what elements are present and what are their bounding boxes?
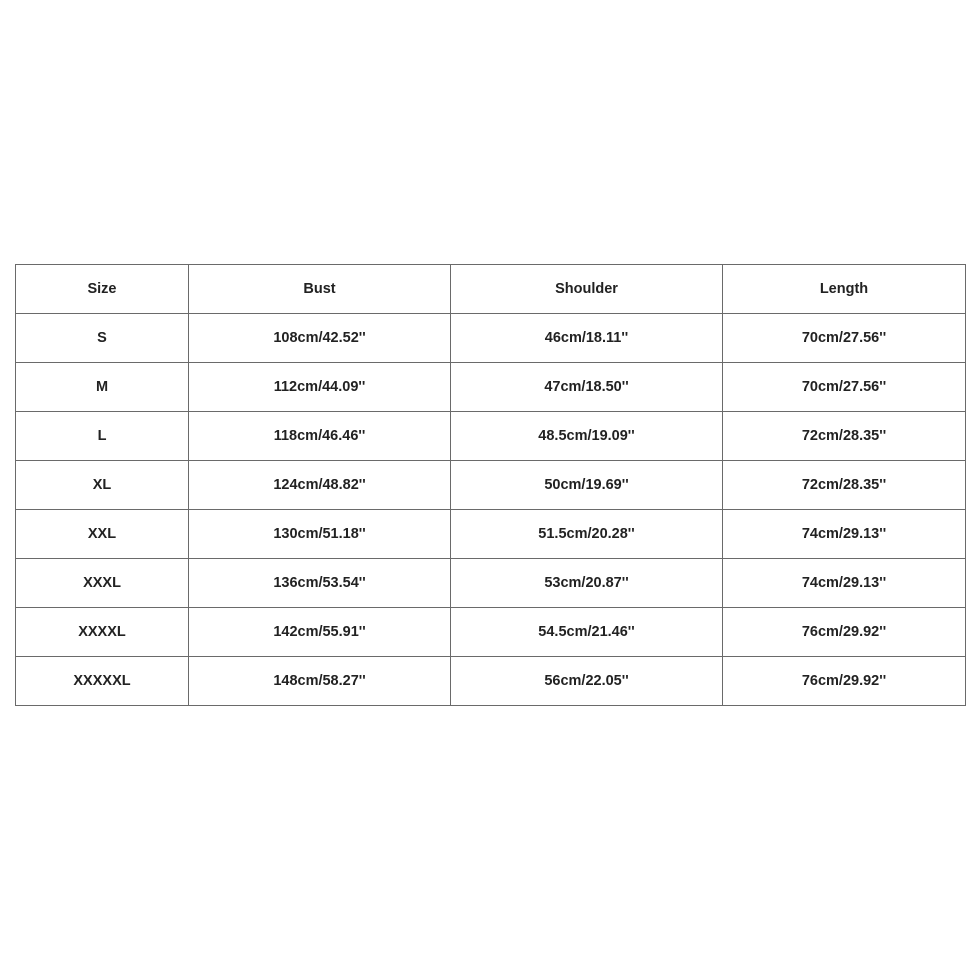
cell-shoulder: 50cm/19.69'' [451,461,723,510]
cell-length: 70cm/27.56'' [723,363,966,412]
header-row [16,265,966,314]
cell-length: 74cm/29.13'' [723,510,966,559]
table-row [16,657,966,706]
cell-bust: 124cm/48.82'' [189,461,451,510]
cell-bust: 142cm/55.91'' [189,608,451,657]
header-shoulder: Shoulder [451,265,723,314]
size-chart-table [15,264,966,706]
cell-length: 76cm/29.92'' [723,608,966,657]
cell-bust: 118cm/46.46'' [189,412,451,461]
cell-size: XXXXL [16,608,189,657]
table-row [16,314,966,363]
cell-shoulder: 48.5cm/19.09'' [451,412,723,461]
table-row [16,412,966,461]
cell-size: XXXL [16,559,189,608]
cell-length: 70cm/27.56'' [723,314,966,363]
size-chart [15,264,965,706]
cell-length: 74cm/29.13'' [723,559,966,608]
table-row [16,363,966,412]
cell-bust: 112cm/44.09'' [189,363,451,412]
cell-size: M [16,363,189,412]
cell-bust: 108cm/42.52'' [189,314,451,363]
cell-size: XXXXXL [16,657,189,706]
table-row [16,461,966,510]
table-row [16,559,966,608]
cell-length: 72cm/28.35'' [723,412,966,461]
size-chart-body [16,314,966,706]
cell-size: XXL [16,510,189,559]
table-row [16,510,966,559]
cell-shoulder: 46cm/18.11'' [451,314,723,363]
cell-bust: 148cm/58.27'' [189,657,451,706]
header-length: Length [723,265,966,314]
header-size: Size [16,265,189,314]
cell-shoulder: 56cm/22.05'' [451,657,723,706]
size-chart-header [16,265,966,314]
cell-length: 76cm/29.92'' [723,657,966,706]
cell-shoulder: 53cm/20.87'' [451,559,723,608]
cell-size: S [16,314,189,363]
header-bust: Bust [189,265,451,314]
cell-bust: 136cm/53.54'' [189,559,451,608]
cell-shoulder: 51.5cm/20.28'' [451,510,723,559]
cell-bust: 130cm/51.18'' [189,510,451,559]
cell-shoulder: 47cm/18.50'' [451,363,723,412]
cell-shoulder: 54.5cm/21.46'' [451,608,723,657]
cell-length: 72cm/28.35'' [723,461,966,510]
cell-size: XL [16,461,189,510]
table-row [16,608,966,657]
cell-size: L [16,412,189,461]
